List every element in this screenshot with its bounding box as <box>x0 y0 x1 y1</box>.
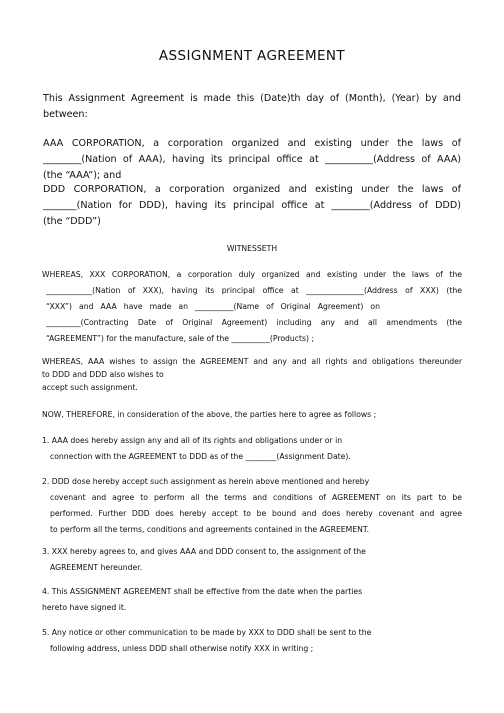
party-ddd-line-1: DDD CORPORATION, a corporation organized and existing under the laws of <box>43 184 461 195</box>
clause-2-line-4: to perform all the terms, conditions and agreements contained in the AGREEMENT. <box>50 525 370 534</box>
clause-2-line-3: performed. Further DDD does hereby accept to be bound and does hereby covenant and agree <box>50 509 462 518</box>
intro-line-1: This Assignment Agreement is made this (Date)th day of (Month), (Year) by and <box>43 93 461 104</box>
clause-3-line-1: 3. XXX hereby agrees to, and gives AAA and DDD consent to, the assignment of the <box>42 547 366 556</box>
witnesseth-heading: WITNESSETH <box>226 244 278 253</box>
clause-2-line-1: 2. DDD dose hereby accept such assignment as herein above mentioned and hereby <box>42 477 370 486</box>
whereas-2-line-3: accept such assignment. <box>42 383 138 392</box>
whereas-1-line-2: ____________(Nation of XXX), having its principal office at _______________(Address of XXX) (the <box>46 286 462 295</box>
party-ddd-line-2: _______(Nation for DDD), having its principal office at ________(Address of DDD) <box>43 200 461 211</box>
intro-line-2: between: <box>43 109 88 120</box>
clause-4-line-1: 4. This ASSIGNMENT AGREEMENT shall be effective from the date when the parties <box>42 587 363 596</box>
whereas-2-line-1: WHEREAS, AAA wishes to assign the AGREEMENT and any and all rights and obligations thereunder <box>42 357 462 366</box>
clause-5-line-1: 5. Any notice or other communication to be made by XXX to DDD shall be sent to the <box>42 628 372 637</box>
document-title: ASSIGNMENT AGREEMENT <box>158 48 346 64</box>
party-aaa-line-2: ________(Nation of AAA), having its principal office at __________(Address of AAA) <box>43 154 461 165</box>
party-ddd-line-3: (the “DDD”) <box>43 216 101 227</box>
whereas-2-line-2: to DDD and DDD also wishes to <box>42 370 164 379</box>
clause-3-line-2: AGREEMENT hereunder. <box>50 563 143 572</box>
whereas-1-line-4: _________(Contracting Date of Original Agreement) including any and all amendments (the <box>46 318 462 327</box>
clause-5-line-2: following address, unless DDD shall otherwise notify XXX in writing ; <box>50 644 314 653</box>
whereas-1-line-3: “XXX”) and AAA have made an __________(Name of Original Agreement) on <box>46 302 380 311</box>
clause-4-line-2: hereto have signed it. <box>42 603 127 612</box>
clause-1-line-1: 1. AAA does hereby assign any and all of its rights and obligations under or in <box>42 436 343 445</box>
now-therefore-line: NOW, THEREFORE, in consideration of the above, the parties here to agree as follows ; <box>42 410 377 419</box>
clause-2-line-2: covenant and agree to perform all the terms and conditions of AGREEMENT on its part to be <box>50 493 462 502</box>
whereas-1-line-5: “AGREEMENT”) for the manufacture, sale of the __________(Products) ; <box>46 334 315 343</box>
whereas-1-line-1: WHEREAS, XXX CORPORATION, a corporation duly organized and existing under the laws of the <box>42 270 462 279</box>
clause-1-line-2: connection with the AGREEMENT to DDD as of the ________(Assignment Date). <box>50 452 351 461</box>
party-aaa-line-3: (the “AAA”); and <box>43 170 122 181</box>
party-aaa-line-1: AAA CORPORATION, a corporation organized and existing under the laws of <box>43 138 461 149</box>
